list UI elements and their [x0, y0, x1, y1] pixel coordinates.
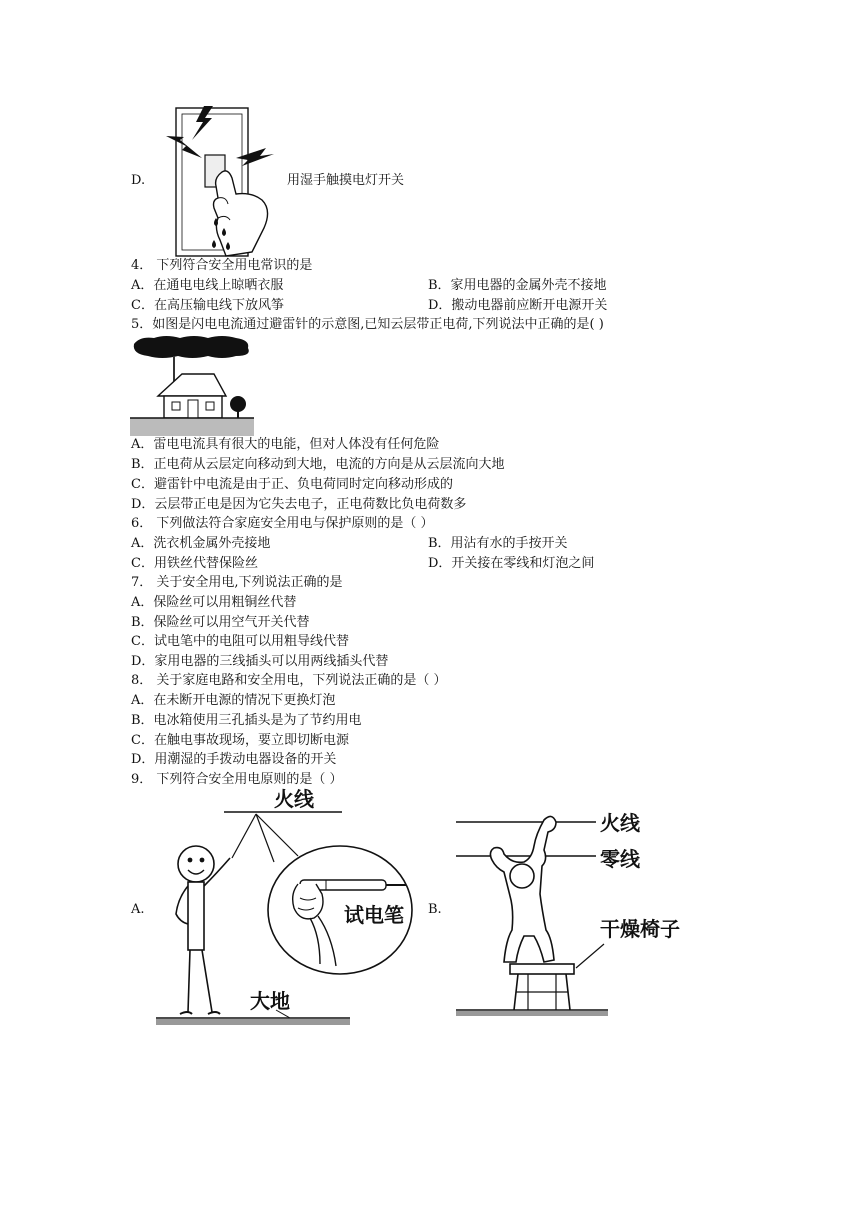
- person-silhouette: [490, 816, 556, 962]
- test-pen-figure: [150, 786, 420, 1032]
- q4-option-a: A．在通电电线上晾晒衣服: [131, 278, 284, 293]
- q8-option-d: D．用潮湿的手拨动电器设备的开关: [131, 752, 337, 767]
- q8-option-a: A．在未断开电源的情况下更换灯泡: [131, 693, 336, 708]
- cloud: [134, 336, 249, 358]
- person-head: [510, 864, 534, 888]
- tree-icon: [230, 396, 246, 412]
- q5-option-d: D．云层带正电是因为它失去电子，正电荷数比负电荷数多: [131, 497, 467, 512]
- q6-option-d: D．开关接在零线和灯泡之间: [428, 556, 595, 571]
- q6-option-c: C．用铁丝代替保险丝: [131, 556, 258, 571]
- q7-option-c: C．试电笔中的电阻可以用粗导线代替: [131, 634, 349, 649]
- q9-stem: 9． 下列符合安全用电原则的是（ ）: [131, 772, 343, 787]
- person-head: [178, 846, 214, 882]
- ground-label: 大地: [250, 989, 290, 1013]
- q5-option-c: C．避雷针中电流是由于正、负电荷同时定向移动形成的: [131, 477, 453, 492]
- q9-option-b-letter: B.: [428, 902, 442, 917]
- person-body: [188, 882, 204, 950]
- q3-option-d-caption: 用湿手触摸电灯开关: [287, 173, 405, 188]
- dry-chair: [510, 964, 574, 974]
- neutral-wire-label: 零线: [600, 847, 640, 871]
- q5-option-b: B．正电荷从云层定向移动到大地，电流的方向是从云层流向大地: [131, 457, 505, 472]
- q4-option-d: D．搬动电器前应断开电源开关: [428, 298, 608, 313]
- q7-stem: 7． 关于安全用电,下列说法正确的是: [131, 575, 343, 590]
- wet-hand-switch-figure: [156, 100, 281, 258]
- q9-option-a-letter: A.: [131, 902, 145, 917]
- house-roof: [158, 374, 226, 396]
- q7-option-a: A．保险丝可以用粗铜丝代替: [131, 595, 297, 610]
- hand: [293, 884, 323, 919]
- lightning-rod-figure: [130, 334, 254, 436]
- q8-stem: 8． 关于家庭电路和安全用电，下列说法正确的是（ ）: [131, 673, 447, 688]
- q8-option-c: C．在触电事故现场，要立即切断电源: [131, 733, 349, 748]
- q4-option-b: B．家用电器的金属外壳不接地: [428, 278, 607, 293]
- q3-option-d-letter: D.: [131, 173, 146, 188]
- q4-stem: 4． 下列符合安全用电常识的是: [131, 258, 313, 273]
- q5-stem: 5．如图是闪电电流通过避雷针的示意图,已知云层带正电荷,下列说法中正确的是( ): [131, 317, 604, 332]
- ground: [130, 418, 254, 436]
- live-wire-label: 火线: [274, 787, 314, 811]
- live-wire-label: 火线: [600, 811, 640, 835]
- dry-chair-label: 干燥椅子: [600, 917, 680, 941]
- dry-chair-figure: [448, 806, 688, 1018]
- q6-option-b: B．用沾有水的手按开关: [428, 536, 568, 551]
- q8-option-b: B．电冰箱使用三孔插头是为了节约用电: [131, 713, 362, 728]
- test-pen-label: 试电笔: [344, 903, 404, 927]
- q6-option-a: A．洗衣机金属外壳接地: [131, 536, 271, 551]
- q6-stem: 6． 下列做法符合家庭安全用电与保护原则的是（ ）: [131, 516, 434, 531]
- q4-option-c: C．在高压输电线下放风筝: [131, 298, 284, 313]
- q7-option-b: B．保险丝可以用空气开关代替: [131, 615, 310, 630]
- q5-option-a: A．雷电电流具有很大的电能，但对人体没有任何危险: [131, 437, 440, 452]
- q7-option-d: D．家用电器的三线插头可以用两线插头代替: [131, 654, 389, 669]
